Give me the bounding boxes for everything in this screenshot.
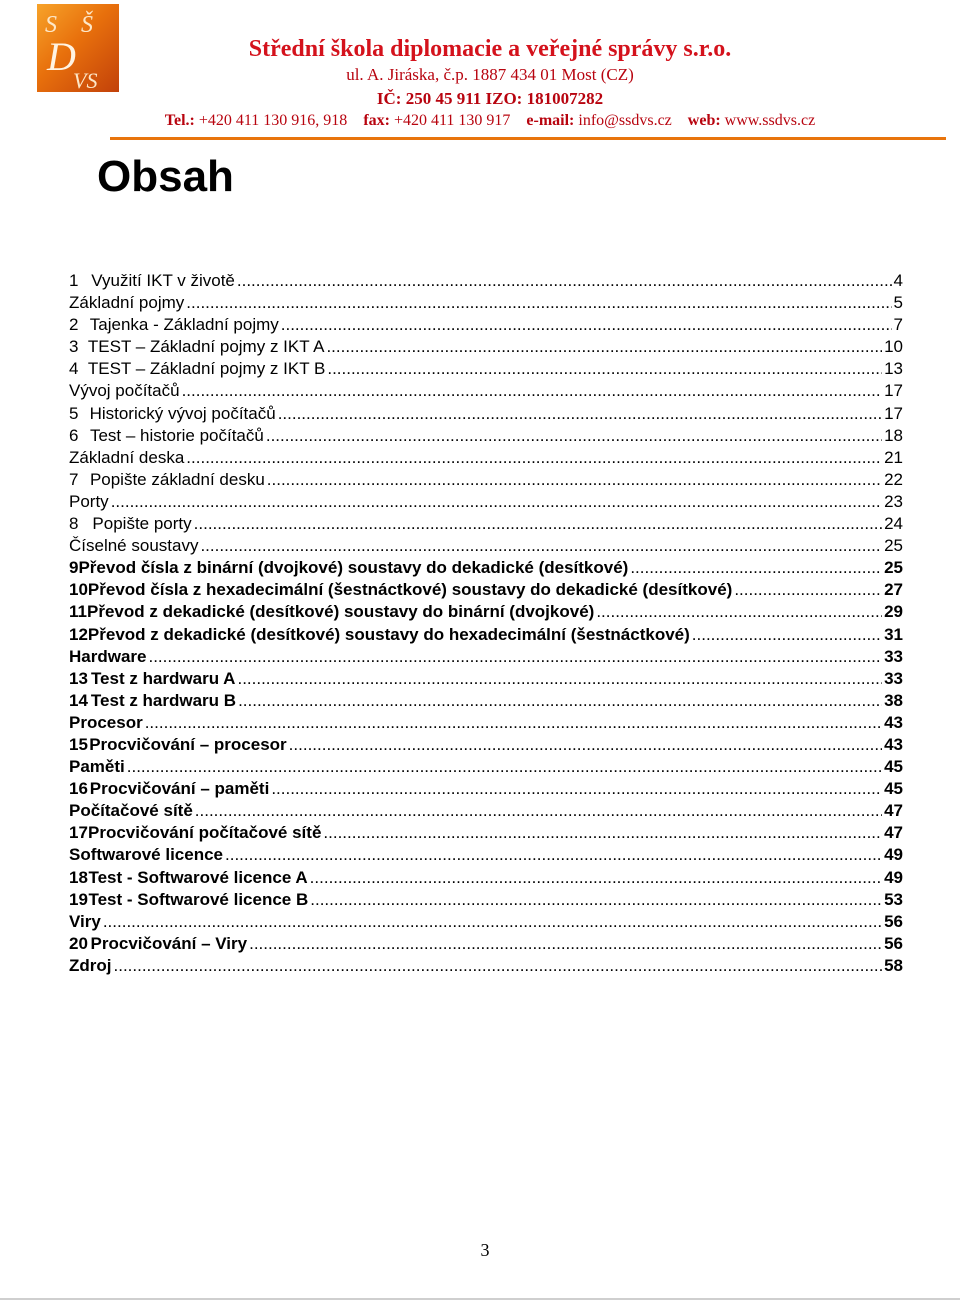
- toc-entry-page: 17: [884, 381, 903, 401]
- toc-entry-page: 27: [884, 580, 903, 600]
- toc-entry-label: Zdroj: [69, 955, 112, 975]
- toc-entry-page: 31: [884, 624, 903, 644]
- toc-entry-number: 20: [69, 933, 88, 953]
- toc-dot-leader: [267, 469, 882, 491]
- toc-entry[interactable]: [69, 624, 903, 646]
- toc-entry-label: Test - Softwarové licence B: [88, 889, 309, 909]
- toc-dot-leader: [281, 314, 892, 336]
- toc-entry-number: 3: [69, 337, 79, 357]
- toc-entry[interactable]: [69, 889, 903, 911]
- toc-entry[interactable]: [69, 336, 903, 358]
- toc-entry[interactable]: [69, 557, 903, 579]
- toc-dot-leader: [278, 403, 882, 425]
- toc-entry[interactable]: [69, 668, 903, 690]
- page-number: 3: [480, 1240, 490, 1260]
- toc-entry-page: 13: [884, 359, 903, 379]
- toc-entry[interactable]: [69, 734, 903, 756]
- fax-label: fax:: [363, 112, 390, 129]
- toc-entry[interactable]: [69, 712, 903, 734]
- toc-entry[interactable]: [69, 579, 903, 601]
- toc-dot-leader: [111, 491, 882, 513]
- toc-entry-number: 16: [69, 779, 88, 799]
- toc-entry-page: 49: [884, 845, 903, 865]
- toc-entry[interactable]: [69, 955, 903, 977]
- page-title: Obsah: [97, 152, 234, 201]
- toc-entry-label: Převod z dekadické (desítkové) soustavy do binární (dvojkové): [86, 602, 595, 622]
- toc-entry[interactable]: [69, 513, 903, 535]
- toc-entry[interactable]: [69, 358, 903, 380]
- toc-entry-number: 14: [69, 690, 88, 710]
- email-label: e-mail:: [526, 112, 575, 129]
- toc-entry-page: 53: [884, 889, 903, 909]
- toc-entry-page: 24: [884, 514, 903, 534]
- toc-entry-label: Procvičování – paměti: [89, 779, 270, 799]
- toc-entry-page: 17: [884, 403, 903, 423]
- toc-entry-label: Paměti: [69, 757, 125, 777]
- toc-entry-label: Základní pojmy: [69, 293, 185, 313]
- web-label: web:: [687, 112, 721, 129]
- toc-entry-label: Převod z dekadické (desítkové) soustavy do hexadecimální (šestnáctkové): [87, 624, 690, 644]
- toc-dot-leader: [327, 358, 882, 380]
- toc-entry-page: 49: [884, 867, 903, 887]
- toc-entry[interactable]: [69, 844, 903, 866]
- toc-dot-leader: [186, 447, 882, 469]
- toc-entry-number: 11: [69, 602, 87, 622]
- toc-dot-leader: [225, 844, 882, 866]
- toc-entry-label: Převod čísla z hexadecimální (šestnáctkové) soustavy do dekadické (desítkové): [87, 580, 733, 600]
- toc-entry-label: Procvičování počítačové sítě: [88, 823, 322, 843]
- toc-entry-page: 47: [884, 801, 903, 821]
- toc-dot-leader: [237, 668, 882, 690]
- toc-entry-page: 56: [884, 911, 903, 931]
- toc-entry-page: 4: [893, 271, 903, 290]
- toc-dot-leader: [200, 535, 882, 557]
- toc-dot-leader: [326, 336, 882, 358]
- toc-entry-page: 18: [884, 425, 903, 445]
- toc-dot-leader: [249, 933, 882, 955]
- toc-entry-label: Procesor: [69, 712, 143, 732]
- toc-entry-page: 25: [884, 536, 903, 556]
- toc-entry-label: Číselné soustavy: [69, 536, 199, 556]
- header-divider: [110, 137, 946, 140]
- toc-entry-number: 6: [69, 425, 79, 445]
- toc-entry-label: Popište základní desku: [89, 469, 265, 489]
- toc-entry-number: 13: [69, 668, 88, 688]
- svg-text:VS: VS: [73, 68, 98, 92]
- toc-entry[interactable]: [69, 601, 903, 623]
- toc-dot-leader: [271, 778, 882, 800]
- toc-dot-leader: [182, 380, 883, 402]
- toc-dot-leader: [103, 911, 882, 933]
- toc-dot-leader: [238, 690, 882, 712]
- svg-text:D: D: [47, 34, 76, 79]
- toc-entry-number: 1: [69, 271, 79, 290]
- toc-entry[interactable]: [69, 933, 903, 955]
- toc-entry[interactable]: [69, 646, 903, 668]
- toc-entry-page: 10: [884, 337, 903, 357]
- toc-entry[interactable]: [69, 292, 903, 314]
- toc-dot-leader: [148, 646, 882, 668]
- toc-entry-number: 2: [69, 315, 79, 335]
- email-value[interactable]: info@ssdvs.cz: [578, 112, 672, 129]
- toc-entry-label: TEST – Základní pojmy z IKT B: [87, 359, 326, 379]
- toc-entry-page: 43: [884, 734, 903, 754]
- toc-dot-leader: [194, 513, 882, 535]
- toc-entry[interactable]: [69, 867, 903, 889]
- toc-entry[interactable]: [69, 425, 903, 447]
- toc-entry-number: 5: [69, 403, 79, 423]
- toc-entry-page: 58: [884, 955, 903, 975]
- toc-dot-leader: [237, 270, 892, 292]
- toc-entry[interactable]: [69, 469, 903, 491]
- table-of-contents: [69, 270, 903, 977]
- toc-dot-leader: [289, 734, 882, 756]
- toc-entry-label: Převod čísla z binární (dvojkové) soustavy do dekadické (desítkové): [78, 558, 629, 578]
- toc-entry[interactable]: [69, 800, 903, 822]
- toc-entry[interactable]: [69, 491, 903, 513]
- toc-entry-number: 15: [69, 734, 88, 754]
- toc-entry[interactable]: [69, 756, 903, 778]
- toc-dot-leader: [323, 822, 882, 844]
- toc-dot-leader: [734, 579, 882, 601]
- toc-entry[interactable]: [69, 690, 903, 712]
- toc-entry-label: Počítačové sítě: [69, 801, 193, 821]
- toc-entry-page: 22: [884, 469, 903, 489]
- toc-dot-leader: [186, 292, 891, 314]
- toc-entry[interactable]: [69, 447, 903, 469]
- toc-entry-label: Test z hardwaru A: [90, 668, 236, 688]
- toc-entry-page: 21: [884, 447, 903, 467]
- toc-entry-page: 25: [884, 558, 903, 578]
- toc-entry-number: 4: [69, 359, 79, 379]
- toc-entry-page: 29: [884, 602, 903, 622]
- toc-entry-label: Test – historie počítačů: [89, 425, 264, 445]
- toc-entry-label: Viry: [69, 911, 101, 931]
- school-ids: IČ: 250 45 911 IZO: 181007282: [376, 89, 604, 108]
- toc-entry-page: 56: [884, 933, 903, 953]
- toc-entry-label: Tajenka - Základní pojmy: [89, 315, 279, 335]
- toc-entry[interactable]: [69, 822, 903, 844]
- toc-entry-number: 17: [69, 823, 88, 843]
- toc-entry-label: Porty: [69, 491, 109, 511]
- toc-dot-leader: [266, 425, 882, 447]
- tel-label: Tel.:: [164, 112, 195, 129]
- toc-dot-leader: [310, 889, 882, 911]
- toc-dot-leader: [310, 867, 882, 889]
- toc-entry-page: 33: [884, 668, 903, 688]
- toc-entry-page: 33: [884, 646, 903, 666]
- toc-dot-leader: [630, 557, 882, 579]
- toc-dot-leader: [596, 601, 882, 623]
- toc-entry-page: 43: [884, 712, 903, 732]
- toc-entry-page: 47: [884, 823, 903, 843]
- toc-entry[interactable]: [69, 314, 903, 336]
- web-value[interactable]: www.ssdvs.cz: [724, 112, 816, 129]
- toc-entry-label: Procvičování – Viry: [90, 933, 248, 953]
- toc-dot-leader: [114, 955, 883, 977]
- school-contacts: [10, 112, 960, 130]
- toc-entry-number: 7: [69, 469, 79, 489]
- toc-dot-leader: [127, 756, 882, 778]
- toc-entry[interactable]: [69, 535, 903, 557]
- school-address: ul. A. Jiráska, č.p. 1887 434 01 Most (CZ): [346, 65, 634, 84]
- toc-entry-label: Test z hardwaru B: [90, 690, 237, 710]
- toc-entry-label: Popište porty: [92, 514, 192, 534]
- toc-entry-page: 45: [884, 779, 903, 799]
- toc-dot-leader: [145, 712, 882, 734]
- toc-entry-label: Test - Softwarové licence A: [88, 867, 308, 887]
- toc-entry-label: Vývoj počítačů: [69, 381, 180, 401]
- toc-entry-label: Hardware: [69, 646, 147, 666]
- toc-entry[interactable]: [69, 270, 903, 292]
- toc-entry[interactable]: [69, 380, 903, 402]
- toc-dot-leader: [195, 800, 882, 822]
- toc-entry-number: 12: [69, 624, 88, 644]
- toc-entry-label: Softwarové licence: [69, 845, 224, 865]
- toc-entry-label: Procvičování – procesor: [89, 734, 287, 754]
- toc-entry-page: 7: [893, 315, 903, 335]
- toc-entry-label: Základní deska: [69, 447, 185, 467]
- toc-entry-number: 10: [69, 580, 88, 600]
- toc-entry-page: 45: [884, 757, 903, 777]
- toc-entry-number: 18: [69, 867, 88, 887]
- svg-text:Š: Š: [81, 12, 93, 38]
- toc-entry-label: TEST – Základní pojmy z IKT A: [87, 337, 325, 357]
- toc-entry-label: Historický vývoj počítačů: [89, 403, 276, 423]
- fax-value: +420 411 130 917: [393, 112, 511, 129]
- school-name: Střední škola diplomacie a veřejné správy s.r.o.: [248, 36, 732, 62]
- toc-entry[interactable]: [69, 911, 903, 933]
- toc-entry-number: 19: [69, 889, 88, 909]
- toc-entry-page: 23: [884, 491, 903, 511]
- toc-entry-page: 5: [893, 293, 903, 313]
- svg-text:S: S: [45, 12, 57, 38]
- toc-entry-label: Využití IKT v životě: [91, 271, 235, 290]
- toc-entry-number: 8: [69, 514, 79, 534]
- toc-entry[interactable]: [69, 778, 903, 800]
- page-bottom-divider: [0, 1298, 960, 1300]
- tel-value: +420 411 130 916, 918: [198, 112, 348, 129]
- toc-entry-number: 9: [69, 558, 79, 578]
- toc-entry-page: 38: [884, 690, 903, 710]
- toc-entry[interactable]: [69, 403, 903, 425]
- toc-dot-leader: [692, 624, 882, 646]
